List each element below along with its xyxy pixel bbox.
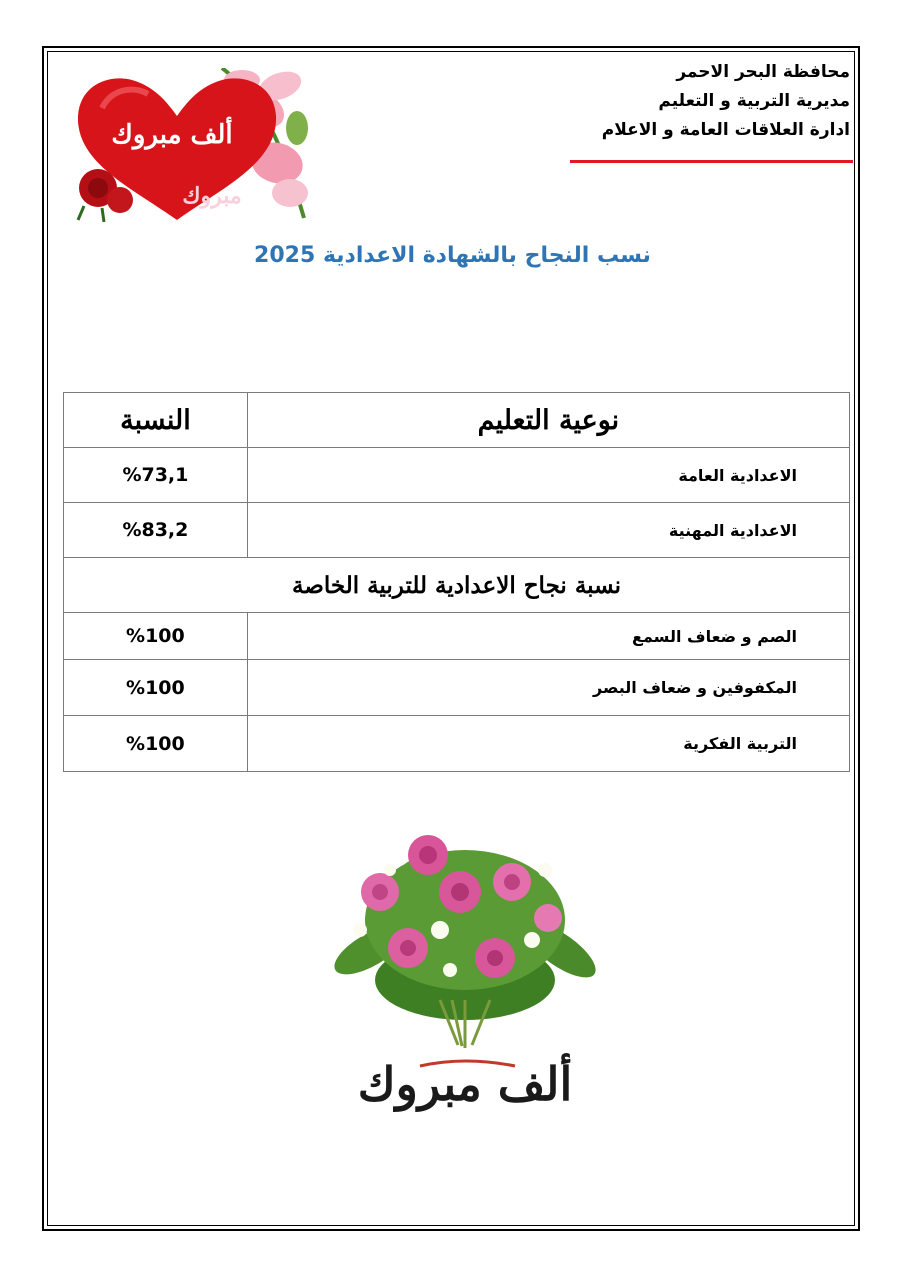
success-rates-table: [63, 392, 850, 772]
row-value: %83,2: [64, 503, 248, 558]
row-value: %73,1: [64, 448, 248, 503]
badge-text-secondary: مبروك: [182, 183, 242, 209]
row-label: الاعدادية المهنية: [247, 503, 849, 558]
page-title: نسب النجاح بالشهادة الاعدادية 2025: [254, 243, 651, 268]
row-value: %100: [64, 613, 248, 660]
special-education-section-title: نسبة نجاح الاعدادية للتربية الخاصة: [64, 558, 850, 613]
directorate-line: مديرية التربية و التعليم: [658, 91, 850, 111]
row-label: التربية الفكرية: [247, 716, 849, 772]
header-underline: [570, 160, 853, 163]
table-row: [64, 613, 850, 660]
row-label: المكفوفين و ضعاف البصر: [247, 660, 849, 716]
row-value: %100: [64, 716, 248, 772]
table-header-row: [64, 393, 850, 448]
row-value: %100: [64, 660, 248, 716]
row-label: الصم و ضعاف السمع: [247, 613, 849, 660]
table-row: [64, 448, 850, 503]
col-header-rate: النسبة: [64, 393, 248, 448]
col-header-education-type: نوعية التعليم: [247, 393, 849, 448]
congratulations-heart-image: [72, 68, 308, 223]
department-line: ادارة العلاقات العامة و الاعلام: [601, 120, 850, 140]
letterhead: [430, 58, 850, 145]
table-row: [64, 660, 850, 716]
bouquet-caption: ألف مبروك: [357, 1057, 573, 1111]
table-row: [64, 503, 850, 558]
badge-text-main: ألف مبروك: [111, 120, 233, 150]
special-education-section-row: [64, 558, 850, 613]
row-label: الاعدادية العامة: [247, 448, 849, 503]
table-row: [64, 716, 850, 772]
governorate-line: محافظة البحر الاحمر: [676, 62, 850, 82]
flower-bouquet-image: [290, 830, 640, 1130]
